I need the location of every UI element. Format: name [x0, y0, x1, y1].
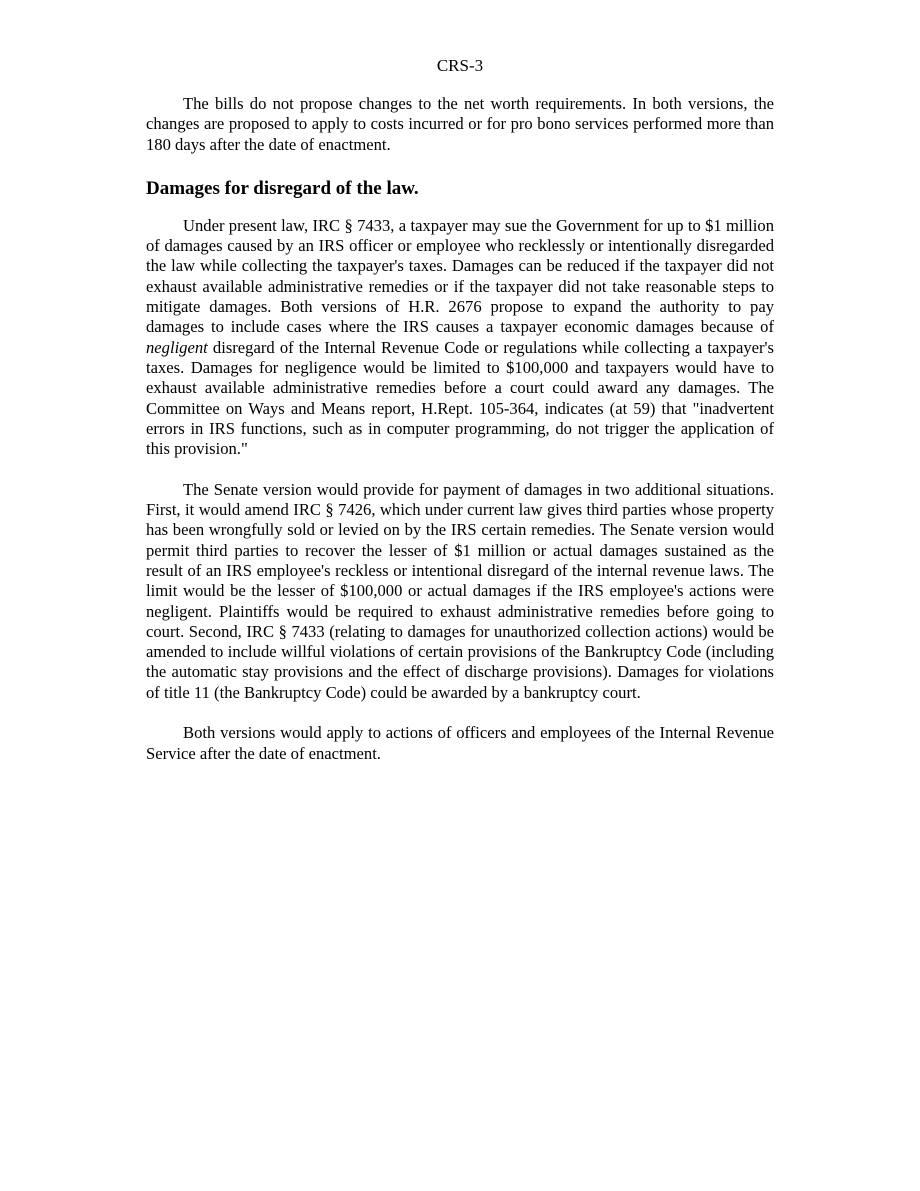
damages-p1-text-end: disregard of the Internal Revenue Code or regulations while collecting a taxpayer's taxes. Damages for negligence would be limited to $100,000 and taxpayers would have to exhaust available administrative remedies before a court could award any damages. The Committee on Ways and Means report, H.Rept. 105-364, indicates (at 59) that "inadvertent errors in IRS functions, such as in computer programming, do not trigger the application of this provision."	[146, 337, 774, 459]
document-body	[146, 94, 774, 764]
page-header: CRS-3	[436, 56, 484, 75]
damages-paragraph-2: The Senate version would provide for payment of damages in two additional situations. First, it would amend IRC § 7426, which under current law gives third parties whose property has been wrongfully sold or levied on by the IRS certain remedies. The Senate version would permit third parties to recover the lesser of $1 million or actual damages sustained as the result of an IRS employee's reckless or intentional disregard of the internal revenue laws. The limit would be the lesser of $100,000 or actual damages if the IRS employee's actions were negligent. Plaintiffs would be required to exhaust administrative remedies before going to court. Second, IRC § 7433 (relating to damages for unauthorized collection actions) would be amended to include willful violations of certain provisions of the Bankruptcy Code (including the automatic stay provisions and the effect of discharge provisions). Damages for violations of title 11 (the Bankruptcy Code) could be awarded by a bankruptcy court.	[146, 479, 774, 702]
damages-p1-text-start: Under present law, IRC § 7433, a taxpayer may sue the Government for up to $1 million of damages caused by an IRS officer or employee who recklessly or intentionally disregarded the law while collecting the taxpayer's taxes. Damages can be reduced if the taxpayer did not exhaust available administrative remedies or if the taxpayer did not take reasonable steps to mitigate damages. Both versions of H.R. 2676 propose to expand the authority to pay damages to include cases where the IRS causes a taxpayer economic damages because of	[146, 215, 774, 337]
negligent-emphasis: negligent	[146, 337, 208, 357]
damages-paragraph-3: Both versions would apply to actions of officers and employees of the Internal Revenue Service after the date of enactment.	[146, 723, 774, 763]
damages-paragraph-1	[146, 216, 774, 460]
intro-paragraph: The bills do not propose changes to the net worth requirements. In both versions, the changes are proposed to apply to costs incurred or for pro bono services performed more than 180 days after the date of enactment.	[146, 94, 774, 154]
section-heading: Damages for disregard of the law.	[146, 177, 419, 199]
